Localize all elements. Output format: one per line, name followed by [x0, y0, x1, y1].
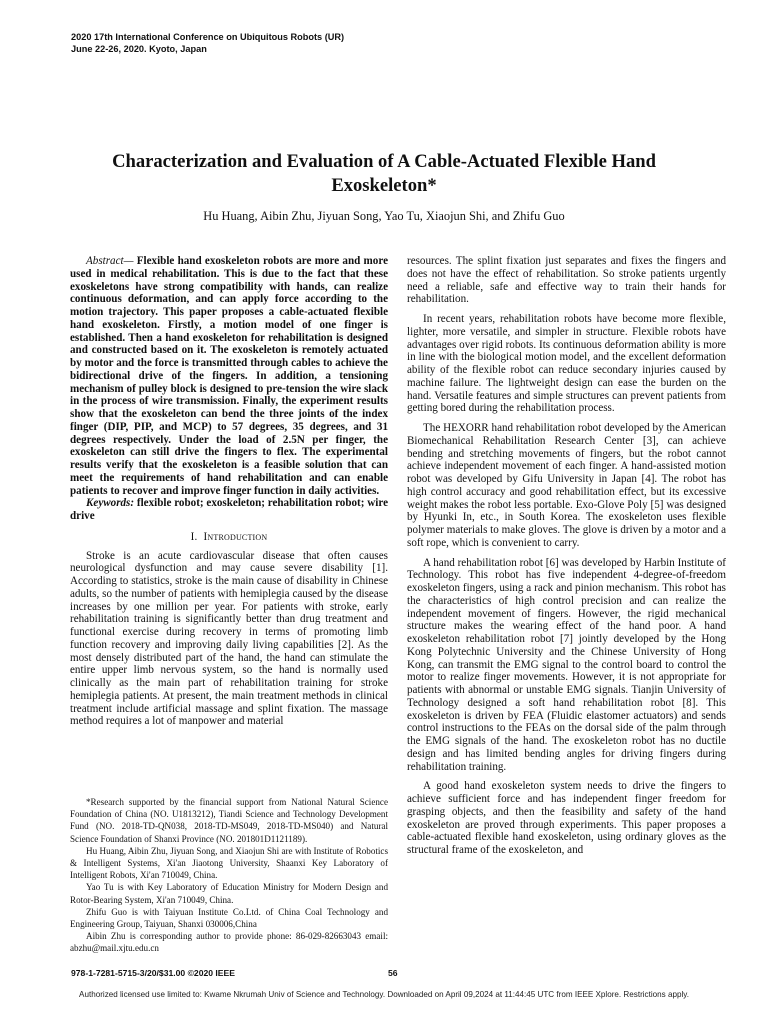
footnote: *Research supported by the financial support from National Natural Science Foundation of China (NO. U1813212), Tiandi Science and Technology Development Fund (NO. 2018-TD-QN038, 2018-TD-MS049, 2018-TD-MS040) and Natural Science Foundation of Shanxi Province (NO. 201801D1121189).	[70, 797, 388, 844]
title-line-2: Exoskeleton*	[331, 175, 437, 196]
section-number: I.	[190, 530, 198, 543]
keywords	[70, 497, 388, 523]
section-heading	[70, 531, 388, 544]
left-column	[70, 255, 388, 728]
keywords-text: flexible robot; exoskeleton; rehabilitation robot; wire drive	[70, 497, 388, 522]
section-title: Introduction	[203, 530, 268, 543]
title-line-1: Characterization and Evaluation of A Cable-Actuated Flexible Hand	[112, 151, 656, 172]
keywords-label: Keywords:	[86, 497, 135, 510]
conference-name: 2020 17th International Conference on Ubiquitous Robots (UR)	[71, 32, 345, 42]
footnote: Hu Huang, Aibin Zhu, Jiyuan Song, and Xiaojun Shi are with Institute of Robotics & Intelligent Systems, Xi'an Jiaotong University, Shaanxi Key Laboratory of Intelligent Robots, Xi'an 710049, China.	[70, 845, 388, 881]
body-paragraph: A good hand exoskeleton system needs to drive the fingers to achieve sufficient force and has independent finger freedom for grasping objects, and then the feasibility and safety of the hand exoskeleton are proved through experiments. This paper proposes a cable-actuated flexible hand exoskeleton, using ordinary gloves as the structural frame of the exoskeleton, and	[407, 780, 726, 856]
body-paragraph: A hand rehabilitation robot [6] was developed by Harbin Institute of Technology. This robot has five independent 4-degree-of-freedom exoskeleton fingers, using a rack and pinion mechanism. This robot has the characteristics of high control precision and can realize the independent movement of fingers. However, the rigid mechanical structure makes the wearing effect of the hand poor. A hand exoskeleton rehabilitation robot [7] jointly developed by the Hong Kong Polytechnic University and the Chinese University of Hong Kong, can transmit the EMG signal to the control board to control the motor to realize finger movements. However, it is not appropriate for patients with abnormal or unstable EMG signals. Tianjin University of Technology designed a soft hand rehabilitation robot [8]. This exoskeleton is driven by FEA (Fluidic elastomer actuators) and sends control instructions to the FEAs on the dorsal side of the palm through the EMG signals of the hand. The exoskeleton robot has no ductile design and has limited bending angles for driving fingers during rehabilitation training.	[407, 556, 726, 773]
abstract-text: Flexible hand exoskeleton robots are more and more used in medical rehabilitation. This is due to the fact that these exoskeletons have strong compatibility with hands, can realize continuous deformation, and can apply force according to the motion trajectory. This paper proposes a cable-actuated flexible hand exoskeleton. Firstly, a motion model of one finger is established. Then a hand exoskeleton for rehabilitation is designed and constructed based on it. The exoskeleton is remotely actuated by motor and the force is transmitted through cables to achieve the bidirectional drive of the fingers. In addition, a tensioning mechanism of pulley block is designed to pre-tension the wire slack in the process of wire transmission. Finally, the experiment results show that the exoskeleton can bend the three joints of the index finger (DIP, PIP, and MCP) to 57 degrees, 35 degrees, and 31 degrees respectively. Under the load of 2.5N per finger, the exoskeleton can still drive the fingers to flex. The experimental results verify that the exoskeleton is a feasible solution that can meet the requirements of hand rehabilitation and can enable patients to recover and improve finger function in daily activities.	[70, 255, 388, 497]
conference-header	[71, 31, 344, 55]
abstract-label: Abstract—	[86, 255, 134, 267]
body-paragraph: Stroke is an acute cardiovascular disease that often causes neurological dysfunction and may cause severe disability [1]. According to statistics, stroke is the main cause of disability in Chinese adults, so the number of patients with hemiplegia caused by the disease increases by one million per year. For patients with stroke, early rehabilitation training is significantly better than drug treatment and functional exercise during recovery in terms of promoting limb function recovery and improving daily living capabilities [2]. As the most densely distributed part of the hand, the hand can stimulate the entire upper limb nervous system, so the hand is normally used clinically as the main part of rehabilitation training for stroke hemiplegia patients. At present, the main treatment methods in clinical treatment include artificial massage and splint fixation. The massage method requires a lot of manpower and material	[70, 549, 388, 728]
conference-dates: June 22-26, 2020. Kyoto, Japan	[71, 44, 207, 54]
isbn-line: 978-1-7281-5715-3/20/$31.00 ©2020 IEEE	[71, 968, 236, 978]
paper-title	[60, 150, 708, 198]
author-list: Hu Huang, Aibin Zhu, Jiyuan Song, Yao Tu, Xiaojun Shi, and Zhifu Guo	[203, 209, 565, 223]
footnote: Zhifu Guo is with Taiyuan Institute Co.Ltd. of China Coal Technology and Engineering Group, Taiyuan, Shanxi 030006,China	[70, 906, 388, 930]
right-column	[407, 255, 726, 857]
body-paragraph: resources. The splint fixation just separates and fixes the fingers and does not have the effect of rehabilitation. So stroke patients urgently need a reliable, safe and effective way to train their hands for rehabilitation.	[407, 255, 726, 306]
page-number: 56	[388, 968, 398, 978]
body-paragraph: In recent years, rehabilitation robots have become more flexible, lighter, more versatile, and simpler in structure. Flexible robots have advantages over rigid robots. Its continuous deformation ability is more in line with the biological motion model, and the excellent deformation ability of the flexible robot can reduce secondary injuries caused by machine failure. The lightweight design can ease the burden on the hand. Versatile features and simple structures can prevent patients from getting bored during the rehabilitation process.	[407, 313, 726, 415]
abstract	[70, 255, 388, 497]
footnote: Yao Tu is with Key Laboratory of Education Ministry for Modern Design and Rotor-Bearing System, Xi'an 710049, China.	[70, 882, 388, 905]
footnote: Aibin Zhu is corresponding author to provide phone: 86-029-82663043 email: abzhu@mail.xjtu.edu.cn	[70, 931, 388, 954]
body-paragraph: The HEXORR hand rehabilitation robot developed by the American Biomechanical Rehabilitation Research Center [3], can achieve bending and stretching movements of fingers, but the robot cannot achieve independent movement of each finger. A hand-assisted motion robot was developed by Gifu University in Japan [4]. The robot has high control accuracy and good rehabilitation effect, but its excessive weight makes the robot less portable. Exo-Glove Poly [5] was designed by Hyunki In, etc., in South Korea. The exoskeleton uses flexible polymer materials to make gloves. The glove is driven by a motor and a soft rope, which is convenient to carry.	[407, 422, 726, 549]
footnotes	[70, 796, 388, 955]
license-notice: Authorized licensed use limited to: Kwame Nkrumah Univ of Science and Technology. Downloaded on April 09,2024 at 11:44:45 UTC from IEEE Xplore. Restrictions apply.	[79, 990, 689, 999]
